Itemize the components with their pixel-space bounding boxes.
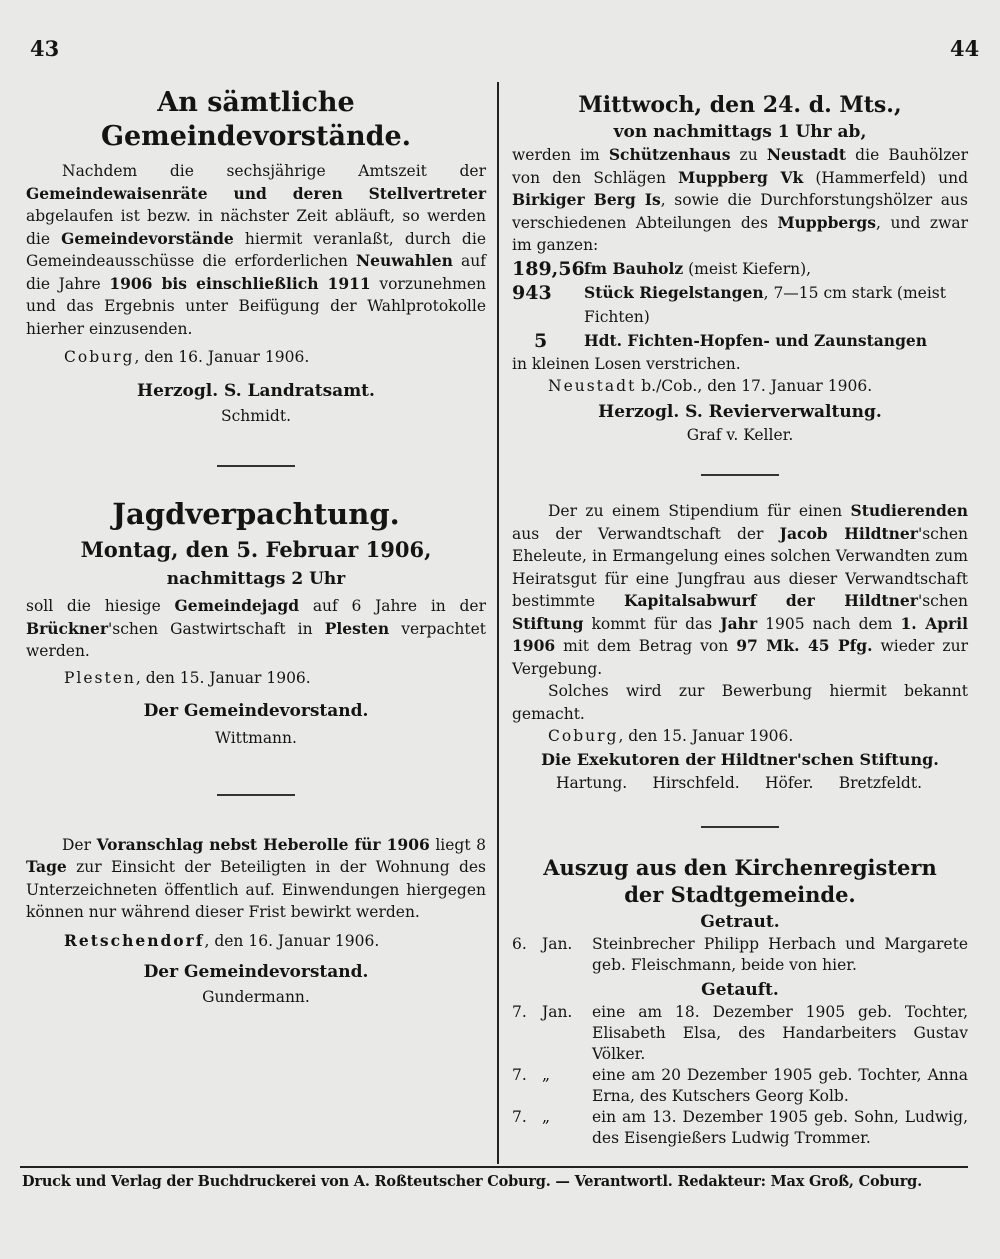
signature: Bretzfeldt. — [838, 773, 922, 792]
notice-title: An sämtliche Gemeindevorstände. — [100, 87, 412, 152]
notice-jagdverpachtung — [26, 497, 486, 750]
page-number-right: 44 — [950, 36, 980, 61]
register-subtitle: der Stadtgemeinde. — [624, 882, 856, 907]
signature: Höfer. — [765, 773, 814, 792]
baptized-heading: Getauft. — [701, 980, 779, 1000]
dateline: Coburg, den 16. Januar 1906. — [64, 348, 310, 366]
dateline: Neustadt b./Cob., den 17. Januar 1906. — [548, 377, 873, 395]
footer-rule — [20, 1166, 968, 1168]
notice-body: Nachdem die sechsjährige Amtszeit der Gemeindewaisenräte und deren Stellvertreter abgelaufen ist bezw. in nächster Zeit abläuft, so werden die Gemeindevorstände hiermit veranlaßt, durch die Gemeindeausschüsse die erforderlichen Neuwahlen auf die Jahre 1906 bis einschließlich 1911 vorzunehmen und das Ergebnis unter Beifügung der Wahlprotokolle hierher einzusenden. — [26, 162, 487, 338]
left-column — [26, 82, 486, 1009]
separator-rule — [217, 465, 295, 467]
auction-date: Montag, den 5. Februar 1906, — [80, 537, 432, 562]
notice-kirchenregister — [512, 854, 968, 1149]
signature: Hartung. — [556, 773, 628, 792]
notice-body: soll die hiesige Gemeindejagd auf 6 Jahre in der Brückner'schen Gastwirtschaft in Plesten verpachtet werden. — [26, 596, 486, 660]
register-entry: 7. „ eine am 20 Dezember 1905 geb. Tochter, Anna Erna, des Kutschers Georg Kolb. — [512, 1066, 968, 1105]
sale-date: Mittwoch, den 24. d. Mts., — [578, 92, 902, 118]
signatures — [512, 772, 968, 795]
signature: Schmidt. — [220, 406, 291, 425]
register-entry: 7. „ ein am 13. Dezember 1905 geb. Sohn, Ludwig, des Eisengießers Ludwig Trommer. — [512, 1108, 968, 1147]
authority: Der Gemeindevorstand. — [143, 962, 369, 982]
separator-rule — [701, 474, 779, 476]
auction-time: nachmittags 2 Uhr — [166, 569, 346, 589]
page-number-left: 43 — [30, 36, 60, 61]
dateline: Retschendorf, den 16. Januar 1906. — [64, 930, 380, 950]
notice-title: Jagdverpachtung. — [112, 497, 400, 531]
register-entry: 6. Jan. Steinbrecher Philipp Herbach und Margarete geb. Fleischmann, beide von hier. — [512, 935, 968, 974]
notice-holzverkauf — [512, 90, 968, 446]
sale-time: von nachmittags 1 Uhr ab, — [613, 122, 867, 142]
right-column — [512, 82, 968, 1149]
separator-rule — [701, 826, 779, 828]
notice-body: Der zu einem Stipendium für einen Studierenden aus der Verwandtschaft der Jacob Hildtner'schen Eheleute, in Ermangelung eines solchen Verwandten zum Heiratsgut für eine Jungfrau aus dieser Verwandtschaft bestimmte Kapitalsabwurf der Hildtner'schen Stiftung kommt für das Jahr 1905 nach dem 1. April 1906 mit dem Betrag von 97 Mk. 45 Pfg. wieder zur Vergebung. — [512, 501, 969, 678]
separator-rule — [217, 794, 295, 796]
timber-item: 5 Hdt. Fichten-Hopfen- und Zaunstangen — [534, 329, 928, 352]
register-title: Auszug aus den Kirchenregistern — [543, 855, 937, 880]
authority: Herzogl. S. Revierverwaltung. — [598, 401, 882, 422]
authority: Herzogl. S. Landratsamt. — [137, 380, 375, 401]
dateline: Coburg, den 15. Januar 1906. — [548, 727, 794, 745]
signature: Gundermann. — [202, 988, 310, 1006]
timber-item: 189,56 fm Bauholz (meist Kiefern), — [512, 257, 812, 280]
authority: Die Exekutoren der Hildtner'schen Stiftung. — [541, 749, 939, 769]
signature: Graf v. Keller. — [686, 425, 794, 444]
notice-gemeindevorstaende — [26, 86, 486, 427]
notice-tail: in kleinen Losen verstrichen. — [512, 354, 741, 373]
authority: Der Gemeindevorstand. — [143, 701, 369, 721]
notice-voranschlag — [26, 834, 486, 1009]
notice-body: Der Voranschlag nebst Heberolle für 1906 liegt 8 Tage zur Einsicht der Beteiligten in der Wohnung des Unterzeichneten öffentlich auf. Einwendungen hiergegen können nur während dieser Frist bewirkt werden. — [26, 834, 487, 921]
married-heading: Getraut. — [700, 912, 780, 932]
dateline: Plesten, den 15. Januar 1906. — [64, 668, 311, 687]
column-divider — [497, 82, 499, 1164]
notice-hildtner-stiftung — [512, 500, 968, 794]
notice-body: werden im Schützenhaus zu Neustadt die Bauhölzer von den Schlägen Muppberg Vk (Hammerfeld) und Birkiger Berg Is, sowie die Durchforstungshölzer aus verschiedenen Abteilungen des Muppbergs, und zwar im ganzen: — [512, 145, 968, 254]
notice-body-2: Solches wird zur Bewerbung hiermit bekannt gemacht. — [512, 682, 968, 723]
imprint-footer: Druck und Verlag der Buchdruckerei von A. Roßteutscher Coburg. — Verantwortl. Redakteur: Max Groß, Coburg. — [22, 1173, 922, 1190]
signature: Hirschfeld. — [652, 773, 740, 792]
register-entry: 7. Jan. eine am 18. Dezember 1905 geb. Tochter, Elisabeth Elsa, des Handarbeiters Gustav Völker. — [512, 1003, 968, 1063]
signature: Wittmann. — [215, 729, 297, 747]
timber-item: 943 Stück Riegelstangen, 7—15 cm stark (meist Fichten) — [512, 281, 946, 326]
